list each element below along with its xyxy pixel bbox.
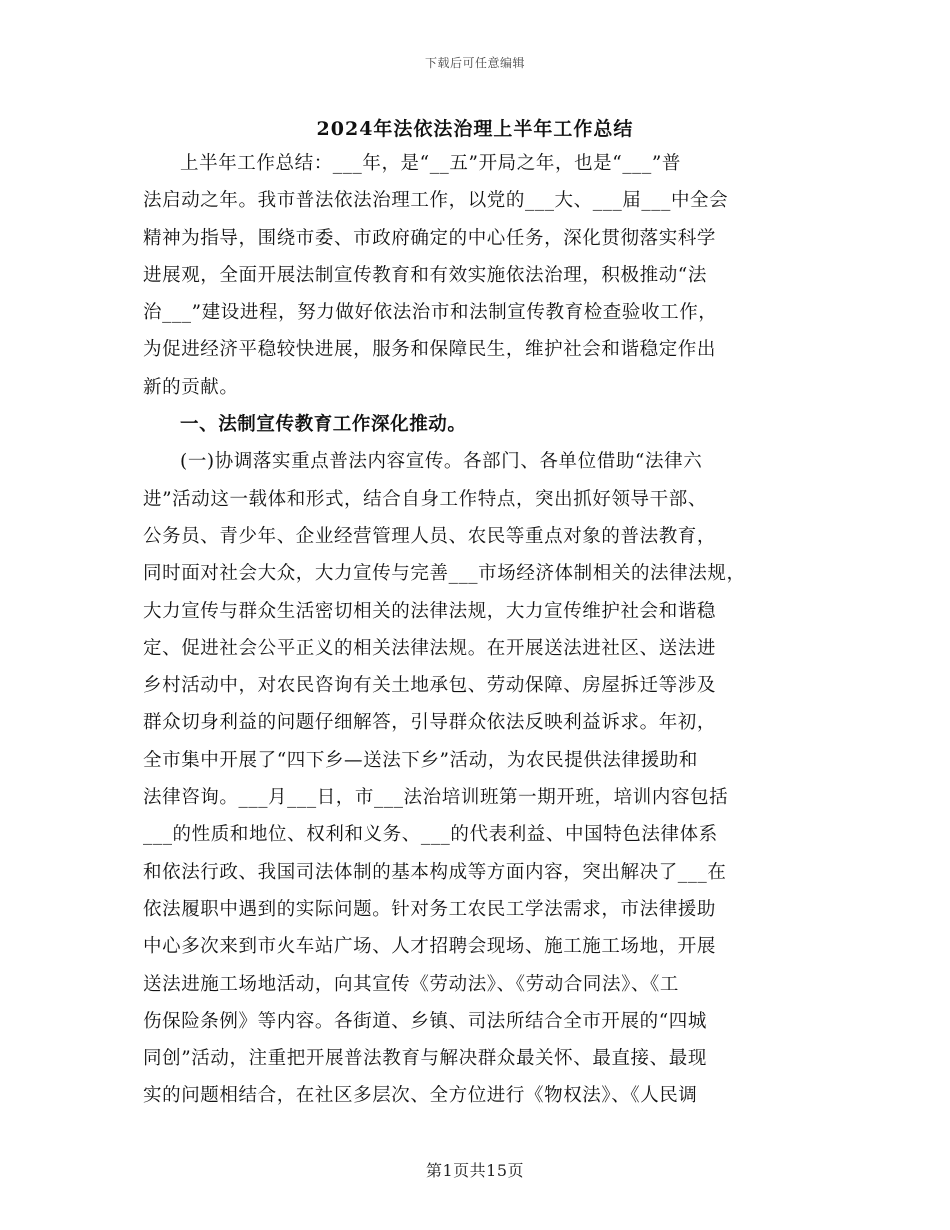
- paragraph-line: 大力宣传与群众生活密切相关的法律法规，大力宣传维护社会和谐稳: [143, 600, 717, 622]
- paragraph-line: 法律咨询。___月___日，市___法治培训班第一期开班，培训内容包括: [143, 787, 729, 809]
- paragraph-line: 中心多次来到市火车站广场、人才招聘会现场、施工施工场地，开展: [143, 936, 717, 958]
- paragraph-line: 精神为指导，围绕市委、市政府确定的中心任务，深化贯彻落实科学: [143, 227, 717, 249]
- paragraph-line: 同创”活动，注重把开展普法教育与解决群众最关怀、最直接、最现: [143, 1048, 707, 1070]
- paragraph-line: 依法履职中遇到的实际问题。针对务工农民工学法需求，市法律援助: [143, 898, 717, 920]
- section-heading: 一、法制宣传教育工作深化推动。: [180, 414, 467, 436]
- paragraph-line: 进”活动这一载体和形式，结合自身工作特点，突出抓好领导干部、: [143, 488, 707, 510]
- paragraph-line: 为促进经济平稳较快进展，服务和保障民生，维护社会和谐稳定作出: [143, 339, 717, 361]
- paragraph-line: 群众切身利益的问题仔细解答，引导群众依法反映利益诉求。年初，: [143, 712, 717, 734]
- paragraph-line: 新的贡献。: [143, 376, 239, 398]
- paragraph-line: 公务员、青少年、企业经营管理人员、农民等重点对象的普法教育，: [143, 525, 717, 547]
- paragraph-line: 法启动之年。我市普法依法治理工作，以党的___大、___届___中全会: [143, 190, 729, 212]
- page-number-footer: 第1页共15页: [425, 1161, 525, 1180]
- paragraph-line: 和依法行政、我国司法体制的基本构成等方面内容，突出解决了___在: [143, 861, 727, 883]
- document-title: 2024年法依法治理上半年工作总结: [316, 118, 634, 140]
- paragraph-line: ___的性质和地位、权利和义务、___的代表利益、中国特色法律体系: [143, 824, 718, 846]
- paragraph-line: 全市集中开展了“四下乡—送法下乡”活动，为农民提供法律援助和: [143, 749, 698, 771]
- paragraph-line: 进展观，全面开展法制宣传教育和有效实施依法治理，积极推动“法: [143, 264, 707, 286]
- paragraph-line: (一)协调落实重点普法内容宣传。各部门、各单位借助“法律六: [180, 451, 703, 473]
- paragraph-line: 实的问题相结合，在社区多层次、全方位进行《物权法》、《人民调: [143, 1085, 698, 1107]
- paragraph-line: 伤保险条例》等内容。各街道、乡镇、司法所结合全市开展的“四城: [143, 1010, 707, 1032]
- paragraph-line: 送法进施工场地活动，向其宣传《劳动法》、《劳动合同法》、《工: [143, 973, 680, 995]
- paragraph-line: 上半年工作总结：___年，是“__五”开局之年，也是“___”普: [180, 153, 682, 174]
- document-body: [143, 145, 803, 1115]
- paragraph-line: 治___”建设进程，努力做好依法治市和法制宣传教育检查验收工作，: [143, 302, 718, 324]
- paragraph-line: 乡村活动中，对农民咨询有关土地承包、劳动保障、房屋拆迁等涉及: [143, 675, 717, 697]
- paragraph-line: 同时面对社会大众，大力宣传与完善___市场经济体制相关的法律法规，: [143, 563, 746, 585]
- page-header-note: 下载后可任意编辑: [424, 56, 525, 70]
- paragraph-line: 定、促进社会公平正义的相关法律法规。在开展送法进社区、送法进: [143, 637, 717, 659]
